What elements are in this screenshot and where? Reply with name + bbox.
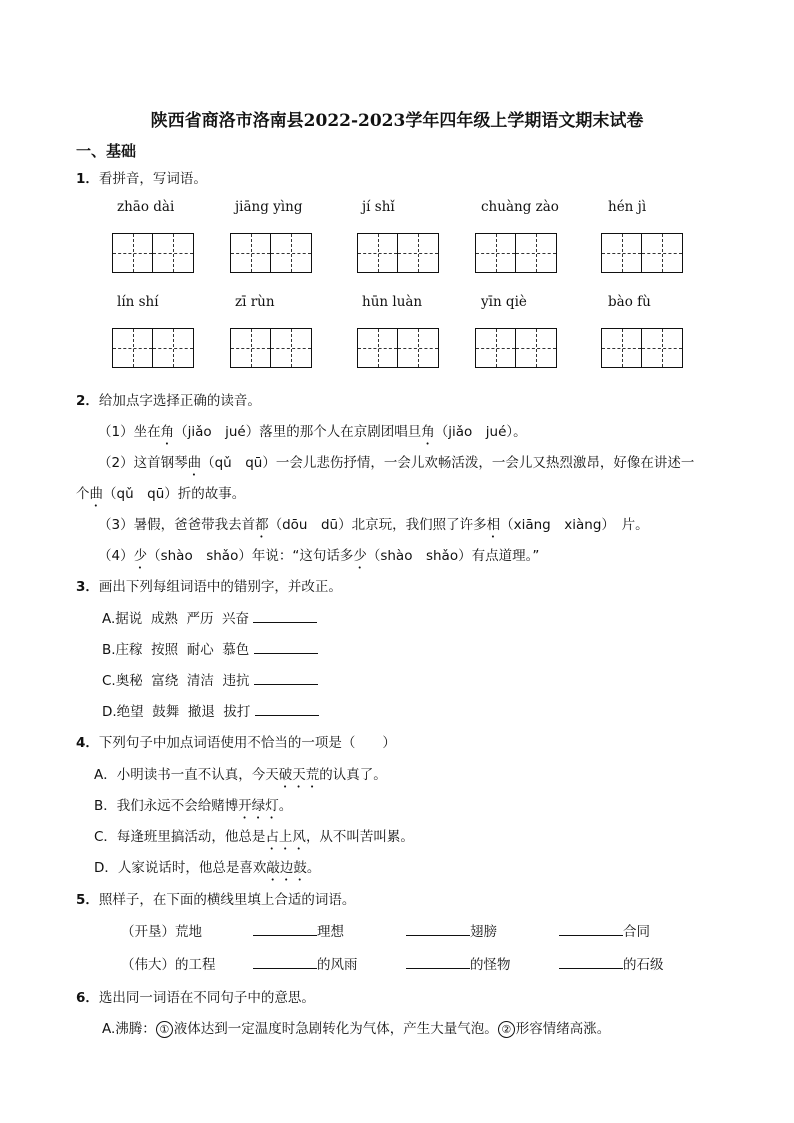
answer-blank[interactable] [406, 923, 470, 936]
text-span: （2）这首钢琴 [98, 455, 188, 471]
question-2 [76, 389, 261, 409]
dotted-char: 曲 [187, 455, 202, 471]
question-number: 4． [76, 735, 99, 751]
q4-option-a[interactable] [94, 763, 387, 791]
answer-blank[interactable] [254, 641, 318, 654]
question-number: 3． [76, 579, 99, 595]
dotted-char: 角 [421, 424, 435, 440]
pinyin-label: zī rùn [235, 294, 275, 310]
text-span: 。 [278, 798, 293, 814]
text-span: （qǔ qū）折的故事。 [103, 486, 246, 502]
option-text: C.奥秘 富绕 清洁 违抗 [102, 673, 250, 689]
text-span: （1）坐在 [98, 424, 161, 440]
q5-item [253, 953, 358, 973]
q3-option [102, 700, 319, 720]
question-1 [76, 167, 207, 187]
question-text: 给加点字选择正确的读音。 [98, 393, 261, 409]
writing-grid[interactable] [475, 233, 557, 273]
dotted-char: 都 [255, 517, 269, 533]
q2-sentence-4 [98, 544, 539, 572]
text-span: ，从不叫苦叫累。 [305, 829, 414, 845]
q3-option [102, 638, 318, 658]
q6-definition [102, 1017, 610, 1038]
q3-option [102, 669, 318, 689]
question-text: 看拼音，写词语。 [98, 171, 207, 187]
dotted-word: 敲边鼓 [266, 860, 307, 876]
dotted-char: 相 [486, 517, 501, 533]
answer-blank[interactable] [559, 923, 623, 936]
question-5 [76, 888, 355, 908]
writing-grid[interactable] [230, 328, 312, 368]
option-text: A.据说 成熟 严历 兴奋 [102, 611, 250, 627]
text-span: （shào shǎo）有点道理。” [366, 548, 540, 564]
text-span: 的石级 [623, 957, 664, 973]
term-label: A.沸腾： [102, 1021, 156, 1037]
pinyin-label: hén jì [608, 199, 647, 215]
question-text: 下列句子中加点词语使用不恰当的一项是（ ） [98, 735, 396, 751]
answer-blank[interactable] [253, 610, 317, 623]
text-span: （shào shǎo）年说：“这句话多 [147, 548, 354, 564]
dotted-char: 曲 [89, 486, 103, 502]
text-span: 个 [76, 486, 90, 502]
page-title: 陕西省商洛市洛南县2022-2023学年四年级上学期语文期末试卷 [150, 111, 644, 131]
text-span: 的风雨 [317, 957, 358, 973]
answer-blank[interactable] [255, 703, 319, 716]
circled-number: ② [498, 1021, 515, 1038]
text-span: （4） [98, 548, 134, 564]
q4-option-b[interactable] [94, 794, 292, 822]
text-span: D．人家说话时，他总是喜欢 [94, 860, 267, 876]
q4-option-d[interactable] [94, 856, 320, 884]
text-span: 翅膀 [470, 924, 497, 940]
writing-grid[interactable] [601, 328, 683, 368]
text-span: 。 [306, 860, 321, 876]
q5-item [253, 920, 344, 940]
pinyin-label: lín shí [117, 294, 159, 310]
question-text: 画出下列每组词语中的错别字，并改正。 [98, 579, 342, 595]
pinyin-label: zhāo dài [117, 199, 175, 215]
dotted-char: 少 [353, 548, 367, 564]
q5-item [406, 953, 511, 973]
q5-item [406, 920, 497, 940]
text-span: 液体达到一定温度时急剧转化为气体，产生大量气泡。 [173, 1021, 498, 1037]
answer-blank[interactable] [254, 672, 318, 685]
text-span: C．每逢班里搞活动，他总是 [94, 829, 266, 845]
dotted-word: 开绿灯 [238, 798, 279, 814]
question-6 [76, 986, 315, 1006]
text-span: 的怪物 [470, 957, 511, 973]
question-4 [76, 731, 396, 751]
circled-number: ① [156, 1021, 173, 1038]
q5-example: （开垦）荒地 [121, 924, 202, 940]
pinyin-label: chuàng zào [481, 199, 559, 215]
answer-blank[interactable] [253, 956, 317, 969]
text-span: B．我们永远不会给赌博 [94, 798, 239, 814]
q4-option-c[interactable] [94, 825, 414, 853]
dotted-char: 少 [133, 548, 148, 564]
text-span: （3）暑假，爸爸带我去首 [98, 517, 256, 533]
pinyin-label: jiāng yìng [235, 199, 303, 215]
question-text: 照样子，在下面的横线里填上合适的词语。 [98, 892, 356, 908]
writing-grid[interactable] [230, 233, 312, 273]
writing-grid[interactable] [475, 328, 557, 368]
q2-sentence-1 [98, 420, 527, 448]
q5-item [559, 920, 650, 940]
pinyin-label: hūn luàn [362, 294, 423, 310]
writing-grid[interactable] [601, 233, 683, 273]
question-text: 选出同一词语在不同句子中的意思。 [98, 990, 315, 1006]
text-span: （jiǎo jué）落里的那个人在京剧团唱旦 [174, 424, 422, 440]
q5-example: （伟大）的工程 [121, 957, 216, 973]
answer-blank[interactable] [406, 956, 470, 969]
q2-sentence-2-cont [76, 482, 245, 510]
text-span: （dōu dū）北京玩，我们照了许多 [268, 517, 487, 533]
section-heading: 一、基础 [76, 142, 137, 160]
answer-blank[interactable] [559, 956, 623, 969]
pinyin-label: jí shǐ [362, 199, 395, 215]
writing-grid[interactable] [112, 328, 194, 368]
option-text: D.绝望 鼓舞 撤退 拔打 [102, 704, 251, 720]
text-span: 的认真了。 [319, 767, 387, 783]
pinyin-label: yīn qiè [481, 294, 527, 310]
question-number: 2． [76, 393, 99, 409]
text-span: 形容情绪高涨。 [515, 1021, 611, 1037]
writing-grid[interactable] [357, 233, 439, 273]
question-number: 1． [76, 171, 99, 187]
dotted-char: 角 [160, 424, 175, 440]
q5-item [559, 953, 664, 973]
answer-blank[interactable] [253, 923, 317, 936]
text-span: A．小明读书一直不认真，今天 [94, 767, 279, 783]
writing-grid[interactable] [357, 328, 439, 368]
question-number: 6． [76, 990, 99, 1006]
text-span: （qǔ qū）一会儿悲伤抒情，一会儿欢畅活泼，一会儿又热烈激昂，好像在讲述一 [201, 455, 695, 471]
q3-option [102, 607, 317, 627]
question-3 [76, 575, 342, 595]
pinyin-label: bào fù [608, 294, 651, 310]
q2-sentence-2 [98, 451, 694, 479]
option-text: B.庄稼 按照 耐心 慕色 [102, 642, 250, 658]
text-span: 理想 [317, 924, 344, 940]
q2-sentence-3 [98, 513, 649, 541]
text-span: （xiāng xiàng） 片。 [500, 517, 649, 533]
question-number: 5． [76, 892, 99, 908]
dotted-word: 破天荒 [278, 767, 320, 783]
text-span: 合同 [623, 924, 650, 940]
dotted-word: 占上风 [265, 829, 306, 845]
text-span: （jiǎo jué）。 [434, 424, 527, 440]
writing-grid[interactable] [112, 233, 194, 273]
